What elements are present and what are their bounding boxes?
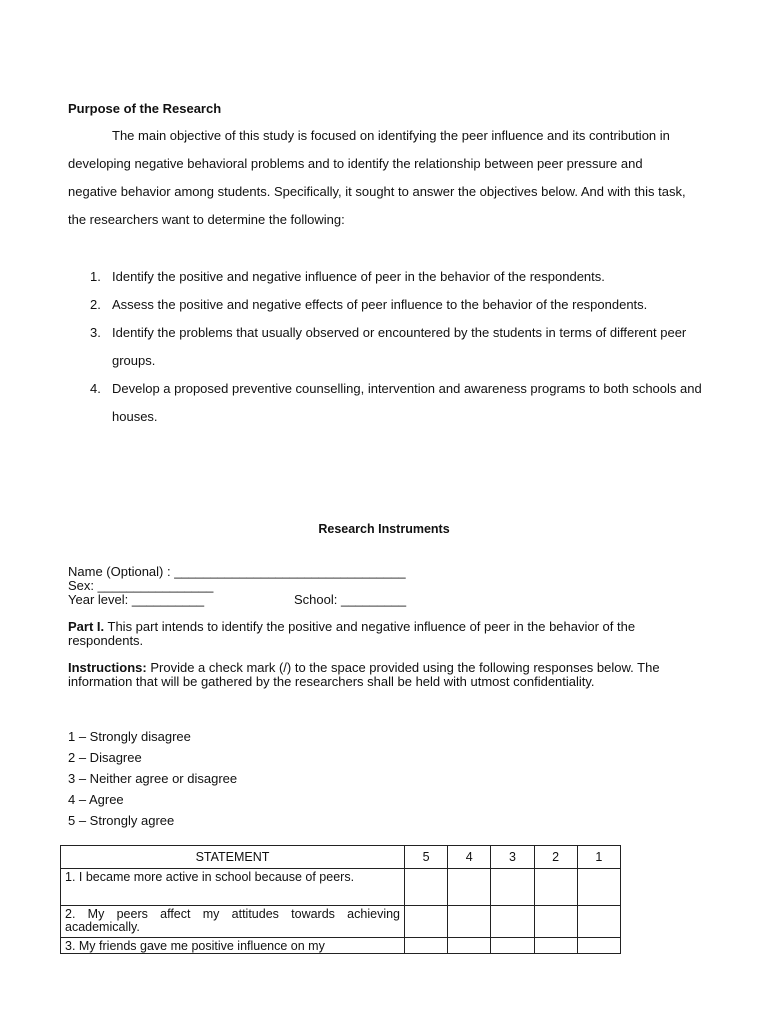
- part-one-description: [68, 620, 698, 648]
- purpose-heading: Purpose of the Research: [68, 101, 222, 116]
- part-one-label: Part I.: [68, 619, 105, 634]
- scale-item: 1 – Strongly disagree: [68, 729, 191, 744]
- response-cell[interactable]: [405, 906, 448, 938]
- response-cell[interactable]: [448, 938, 491, 954]
- header-2: 2: [534, 846, 577, 869]
- objective-number: 1.: [90, 269, 101, 284]
- objective-text: Identify the positive and negative influence of peer in the behavior of the respondents.: [112, 269, 605, 284]
- objective-number: 2.: [90, 297, 101, 312]
- response-cell[interactable]: [448, 869, 491, 906]
- objective-number: 3.: [90, 325, 101, 340]
- table-row: [61, 869, 621, 906]
- response-cell[interactable]: [491, 869, 534, 906]
- instructions-label: Instructions:: [68, 660, 147, 675]
- response-cell[interactable]: [534, 906, 577, 938]
- header-statement: STATEMENT: [61, 846, 405, 869]
- scale-item: 4 – Agree: [68, 792, 124, 807]
- table-header-row: [61, 846, 621, 869]
- part-one-text: This part intends to identify the positive and negative influence of peer in the behavior of the respondents.: [68, 619, 636, 648]
- response-cell[interactable]: [491, 906, 534, 938]
- statement-cell: 3. My friends gave me positive influence on my: [61, 938, 405, 954]
- instructions: [68, 661, 698, 689]
- header-5: 5: [405, 846, 448, 869]
- purpose-paragraph-text: The main objective of this study is focused on identifying the peer influence and its contribution in developing negative behavioral problems and to identify the relationship between peer pressure and negative behavior among students. Specifically, it sought to answer the objectives below. And with this task, the researchers want to determine the following:: [68, 128, 686, 227]
- response-cell[interactable]: [405, 938, 448, 954]
- objective-text: Develop a proposed preventive counselling, intervention and awareness programs to both schools and houses.: [112, 381, 702, 424]
- sex-field-line: Sex: ________________: [68, 578, 214, 593]
- response-cell[interactable]: [577, 938, 620, 954]
- objective-item: [68, 291, 708, 319]
- response-cell[interactable]: [491, 938, 534, 954]
- objectives-list: [68, 263, 708, 431]
- response-cell[interactable]: [577, 869, 620, 906]
- purpose-paragraph: [68, 122, 688, 234]
- table-row: [61, 938, 621, 954]
- statement-cell: 2. My peers affect my attitudes towards achieving academically.: [61, 906, 405, 938]
- objective-number: 4.: [90, 381, 101, 396]
- objective-text: Assess the positive and negative effects of peer influence to the behavior of the respondents.: [112, 297, 648, 312]
- scale-item: 5 – Strongly agree: [68, 813, 175, 828]
- objective-item: [68, 319, 708, 375]
- instructions-text: Provide a check mark (/) to the space provided using the following responses below. The information that will be gathered by the researchers shall be held with utmost confidentiality.: [68, 660, 660, 689]
- name-field-line: Name (Optional) : ________________________________: [68, 564, 406, 579]
- header-3: 3: [491, 846, 534, 869]
- scale-item: 3 – Neither agree or disagree: [68, 771, 238, 786]
- instruments-title: Research Instruments: [318, 522, 450, 536]
- objective-text: Identify the problems that usually observed or encountered by the students in terms of different peer groups.: [112, 325, 687, 368]
- survey-table: [60, 845, 621, 954]
- statement-cell: 1. I became more active in school because of peers.: [61, 869, 405, 906]
- response-cell[interactable]: [448, 906, 491, 938]
- response-cell[interactable]: [534, 869, 577, 906]
- response-cell[interactable]: [405, 869, 448, 906]
- objective-item: [68, 375, 708, 431]
- year-level-field-line: Year level: __________: [68, 592, 205, 607]
- scale-item: 2 – Disagree: [68, 750, 142, 765]
- objective-item: [68, 263, 708, 291]
- header-4: 4: [448, 846, 491, 869]
- header-1: 1: [577, 846, 620, 869]
- table-row: [61, 906, 621, 938]
- response-cell[interactable]: [577, 906, 620, 938]
- response-cell[interactable]: [534, 938, 577, 954]
- school-field-line: School: _________: [294, 592, 407, 607]
- response-scale-list: [68, 726, 237, 831]
